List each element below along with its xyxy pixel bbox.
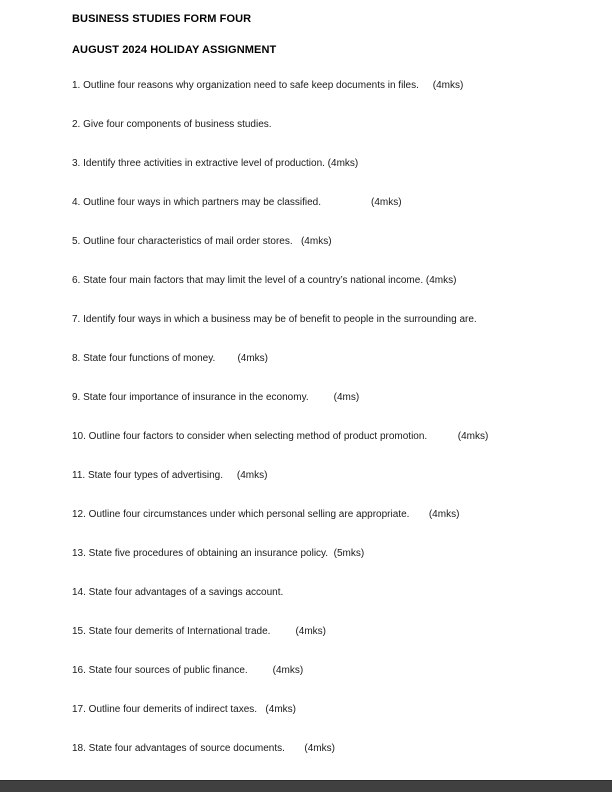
question-item: 14. State four advantages of a savings account. [72, 587, 284, 598]
question-item: 16. State four sources of public finance. (4mks) [72, 665, 304, 676]
assignment-heading: AUGUST 2024 HOLIDAY ASSIGNMENT [72, 44, 277, 56]
document-title: BUSINESS STUDIES FORM FOUR [72, 13, 252, 25]
question-item: 8. State four functions of money. (4mks) [72, 353, 269, 364]
question-item: 1. Outline four reasons why organization need to safe keep documents in files. (4mks) [72, 80, 464, 91]
question-item: 3. Identify three activities in extractive level of production. (4mks) [72, 158, 359, 169]
question-item: 2. Give four components of business studies. [72, 119, 272, 130]
question-item: 6. State four main factors that may limit the level of a country’s national income. (4mks) [72, 275, 457, 286]
question-item: 17. Outline four demerits of indirect taxes. (4mks) [72, 704, 296, 715]
question-item: 13. State five procedures of obtaining an insurance policy. (5mks) [72, 548, 365, 559]
question-item: 11. State four types of advertising. (4mks) [72, 470, 268, 481]
question-item: 18. State four advantages of source documents. (4mks) [72, 743, 335, 754]
question-item: 5. Outline four characteristics of mail order stores. (4mks) [72, 236, 332, 247]
question-item: 12. Outline four circumstances under which personal selling are appropriate. (4mks) [72, 509, 460, 520]
question-item: 9. State four importance of insurance in the economy. (4ms) [72, 392, 360, 403]
page-bottom-edge [0, 780, 612, 792]
question-item: 10. Outline four factors to consider when selecting method of product promotion. (4mks) [72, 431, 489, 442]
question-item: 15. State four demerits of International trade. (4mks) [72, 626, 327, 637]
questions-list [72, 80, 552, 756]
question-item: 7. Identify four ways in which a business may be of benefit to people in the surrounding are. [72, 314, 477, 325]
question-item: 4. Outline four ways in which partners may be classified. (4mks) [72, 197, 402, 208]
